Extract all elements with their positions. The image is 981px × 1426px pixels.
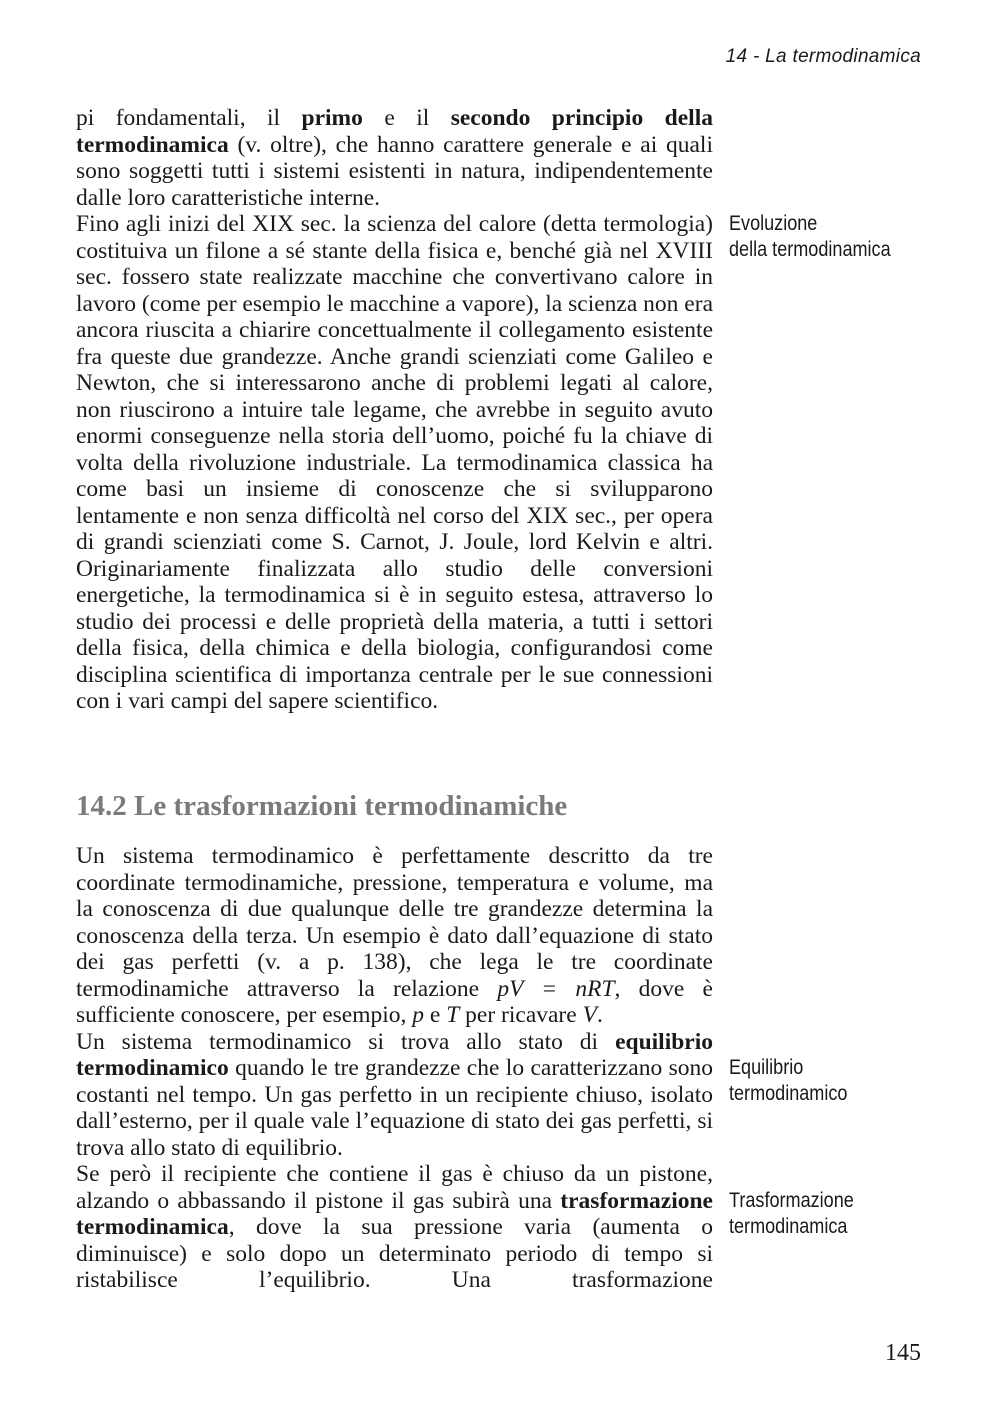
variable: p xyxy=(412,1002,425,1028)
variable: V xyxy=(582,1002,597,1028)
margin-note-trasformazione: Trasformazione termodinamica xyxy=(729,1189,854,1238)
bold-term: primo xyxy=(301,105,363,131)
paragraph: Un sistema termodinamico è perfettamente descritto da tre coordinate termodinamiche, pressione, temperatura e volume, ma la conoscenza di due qualunque delle tre grandezze determina la conoscenza della terza. Un esempio è dato dall’equazione di stato dei gas perfetti (v. a p. 138), che lega le tre coordinate termodinamiche attraverso la relazione pV = nRT, dove è sufficiente conoscere, per esempio, p e T per ricavare V. xyxy=(76,843,713,1028)
paragraph: Se però il recipiente che contiene il gas è chiuso da un pistone, alzando o abbassando il pistone il gas subirà una trasformazione termodinamica, dove la sua pressione varia (aumenta o diminuisce) e solo dopo un determinato periodo di tempo si ristabilisce l’equilibrio. Una trasformazione xyxy=(76,1161,713,1293)
bold-term: equilibrio termodinamico xyxy=(76,1028,713,1081)
formula: pV = nRT xyxy=(497,975,615,1002)
running-header: 14 - La termodinamica xyxy=(725,46,921,67)
body-text-upper xyxy=(76,105,713,715)
body-text-lower xyxy=(76,843,713,1294)
paragraph: Un sistema termodinamico si trova allo stato di equilibrio termodinamico quando le tre grandezze che lo caratterizzano sono costanti nel tempo. Un gas perfetto in un recipiente chiuso, isolato dall’esterno, per il quale vale l’equazione di stato dei gas perfetti, si trova allo stato di equilibrio. xyxy=(76,1028,713,1161)
variable: T xyxy=(446,1002,460,1028)
margin-note-equilibrio: Equilibrio termodinamico xyxy=(729,1056,848,1105)
paragraph: pi fondamentali, il primo e il secondo principio della termodinamica (v. oltre), che hanno carattere generale e ai quali sono soggetti tutti i sistemi esistenti in natura, indipendentemente dalle loro caratteristiche interne. xyxy=(76,105,713,211)
bold-term: secondo principio della termodinamica xyxy=(76,105,713,158)
margin-note-evoluzione: Evoluzione della termodinamica xyxy=(729,212,891,261)
page-number: 145 xyxy=(885,1340,921,1366)
section-heading: 14.2 Le trasformazioni termodinamiche xyxy=(76,790,568,822)
bold-term: trasformazione termodinamica xyxy=(76,1187,713,1240)
paragraph: Fino agli inizi del XIX sec. la scienza del calore (detta termologia) costituiva un filone a sé stante della fisica e, benché già nel XVIII sec. fossero state realizzate macchine che convertivano calore in lavoro (come per esempio le macchine a vapore), la scienza non era ancora riuscita a chiarire concettualmente il collegamento esistente fra queste due grandezze. Anche grandi scienziati come Galileo e Newton, che si interessarono anche di problemi legati al calore, non riuscirono a intuire tale legame, che avrebbe in seguito avuto enormi conseguenze nella storia dell’uomo, poiché fu la chiave di volta della rivoluzione industriale. La termodinamica classica ha come basi un insieme di conoscenze che si svilupparono lentamente e non senza difficoltà nel corso del XIX sec., per opera di grandi scienziati come S. Carnot, J. Joule, lord Kelvin e altri. Originariamente finalizzata allo studio delle conversioni energetiche, la termodinamica si è in seguito estesa, attraverso lo studio dei processi e delle proprietà della materia, a tutti i settori della fisica, della chimica e della biologia, configurandosi come disciplina scientifica di importanza centrale per le sue connessioni con i vari campi del sapere scientifico. xyxy=(76,211,713,714)
